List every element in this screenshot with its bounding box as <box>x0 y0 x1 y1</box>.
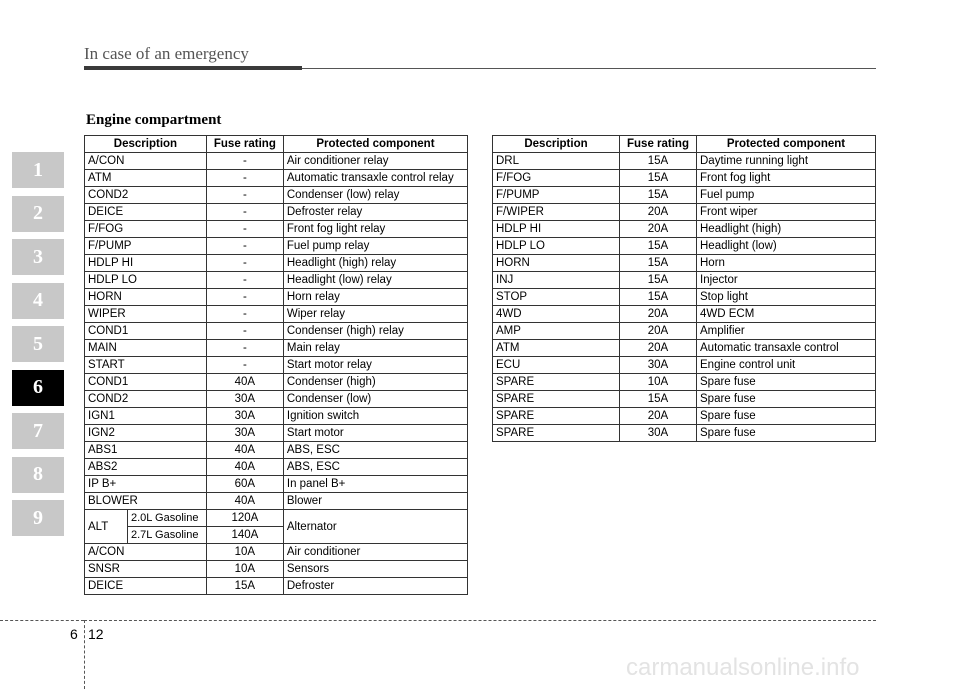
cell-description: COND1 <box>85 374 207 391</box>
fuse-table-left <box>84 135 468 595</box>
table-header-row <box>85 136 468 153</box>
table-row <box>85 425 468 442</box>
cell-rating: - <box>206 289 283 306</box>
cell-description: HDLP LO <box>493 238 620 255</box>
col-header-component: Protected component <box>697 136 876 153</box>
chapter-tab-5[interactable]: 5 <box>12 326 64 362</box>
table-row <box>493 340 876 357</box>
table-row <box>493 289 876 306</box>
cell-description: F/FOG <box>85 221 207 238</box>
footer-rule <box>84 620 876 621</box>
cell-rating: 15A <box>620 289 697 306</box>
col-header-rating: Fuse rating <box>206 136 283 153</box>
cell-description: A/CON <box>85 544 207 561</box>
cell-component: Defroster <box>283 578 467 595</box>
table-row <box>493 153 876 170</box>
cell-description: SPARE <box>493 425 620 442</box>
cell-description: SPARE <box>493 374 620 391</box>
cell-component: Front fog light relay <box>283 221 467 238</box>
table-row <box>85 187 468 204</box>
cell-description: HORN <box>85 289 207 306</box>
chapter-tab-7[interactable]: 7 <box>12 413 64 449</box>
cell-description: A/CON <box>85 153 207 170</box>
fuse-table-right <box>492 135 876 442</box>
cell-component: Spare fuse <box>697 425 876 442</box>
cell-rating: - <box>206 323 283 340</box>
cell-description: IP B+ <box>85 476 207 493</box>
table-row <box>493 306 876 323</box>
table-row <box>493 391 876 408</box>
cell-rating: 15A <box>620 391 697 408</box>
cell-component: Fuel pump <box>697 187 876 204</box>
cell-description: F/FOG <box>493 170 620 187</box>
cell-rating: - <box>206 153 283 170</box>
table-row <box>85 374 468 391</box>
cell-rating: 30A <box>206 425 283 442</box>
table-row <box>85 255 468 272</box>
cell-rating: 15A <box>620 238 697 255</box>
table-row <box>493 221 876 238</box>
cell-component: Front fog light <box>697 170 876 187</box>
cell-component: Condenser (low) <box>283 391 467 408</box>
cell-component: Wiper relay <box>283 306 467 323</box>
cell-description: COND2 <box>85 391 207 408</box>
table-row <box>85 340 468 357</box>
cell-description: F/PUMP <box>85 238 207 255</box>
table-row <box>85 544 468 561</box>
cell-description: ABS1 <box>85 442 207 459</box>
cell-component: Headlight (low) relay <box>283 272 467 289</box>
cell-rating: 15A <box>620 153 697 170</box>
cell-rating: - <box>206 255 283 272</box>
col-header-component: Protected component <box>283 136 467 153</box>
chapter-tab-8[interactable]: 8 <box>12 457 64 493</box>
cell-description: COND1 <box>85 323 207 340</box>
table-header-row <box>493 136 876 153</box>
table-row <box>493 374 876 391</box>
page-header-title: In case of an emergency <box>84 44 249 63</box>
page-number: 12 <box>88 626 104 642</box>
cell-component: Spare fuse <box>697 391 876 408</box>
cell-component: ABS, ESC <box>283 442 467 459</box>
cell-description: COND2 <box>85 187 207 204</box>
cell-component: Horn <box>697 255 876 272</box>
cell-rating: - <box>206 187 283 204</box>
cell-rating: 20A <box>620 306 697 323</box>
cell-rating: 15A <box>206 578 283 595</box>
chapter-tab-3[interactable]: 3 <box>12 239 64 275</box>
cell-rating: 15A <box>620 170 697 187</box>
cell-description: SNSR <box>85 561 207 578</box>
cell-description: START <box>85 357 207 374</box>
cell-rating: 40A <box>206 442 283 459</box>
section-title: Engine compartment <box>86 112 222 128</box>
cell-rating: 15A <box>620 272 697 289</box>
cell-rating: - <box>206 306 283 323</box>
table-row <box>85 272 468 289</box>
cell-component: Horn relay <box>283 289 467 306</box>
header-rule <box>302 68 876 69</box>
table-row <box>85 459 468 476</box>
table-row <box>493 408 876 425</box>
cell-description: DEICE <box>85 204 207 221</box>
cell-rating: 10A <box>206 561 283 578</box>
cell-rating: 30A <box>620 357 697 374</box>
cell-component: Injector <box>697 272 876 289</box>
cell-description: ATM <box>493 340 620 357</box>
cell-component: Start motor <box>283 425 467 442</box>
cell-description: BLOWER <box>85 493 207 510</box>
table-row <box>493 425 876 442</box>
cell-rating: 30A <box>620 425 697 442</box>
cell-component: Headlight (high) relay <box>283 255 467 272</box>
cell-rating: 30A <box>206 408 283 425</box>
cell-rating: 20A <box>620 221 697 238</box>
cell-component: Headlight (low) <box>697 238 876 255</box>
chapter-tab-2[interactable]: 2 <box>12 196 64 232</box>
cell-description: F/WIPER <box>493 204 620 221</box>
table-row <box>85 442 468 459</box>
cell-description: ECU <box>493 357 620 374</box>
cell-description: 4WD <box>493 306 620 323</box>
cell-component: Ignition switch <box>283 408 467 425</box>
table-row <box>85 391 468 408</box>
cell-description: HORN <box>493 255 620 272</box>
table-row <box>85 289 468 306</box>
cell-rating: - <box>206 221 283 238</box>
cell-description: IGN2 <box>85 425 207 442</box>
cell-rating: - <box>206 238 283 255</box>
table-row <box>493 357 876 374</box>
table-row <box>85 493 468 510</box>
cell-description: HDLP HI <box>85 255 207 272</box>
cell-component: Spare fuse <box>697 408 876 425</box>
table-row <box>85 238 468 255</box>
cell-component: Sensors <box>283 561 467 578</box>
chapter-tab-4[interactable]: 4 <box>12 283 64 319</box>
table-row <box>85 306 468 323</box>
cell-component: Condenser (low) relay <box>283 187 467 204</box>
cell-component: Start motor relay <box>283 357 467 374</box>
table-row <box>493 204 876 221</box>
cell-description: HDLP HI <box>493 221 620 238</box>
cell-rating: - <box>206 357 283 374</box>
chapter-tab-9[interactable]: 9 <box>12 500 64 536</box>
cell-rating: 20A <box>620 340 697 357</box>
cell-component: Spare fuse <box>697 374 876 391</box>
cell-rating: - <box>206 170 283 187</box>
table-row <box>493 272 876 289</box>
cell-description: SPARE <box>493 408 620 425</box>
cell-description: IGN1 <box>85 408 207 425</box>
page-chapter-number: 6 <box>70 626 78 642</box>
cell-component: Defroster relay <box>283 204 467 221</box>
cell-rating: 15A <box>620 255 697 272</box>
cell-component: Engine control unit <box>697 357 876 374</box>
table-row <box>85 578 468 595</box>
cell-description: DRL <box>493 153 620 170</box>
cell-component: Alternator <box>283 510 467 544</box>
cell-component: Automatic transaxle control relay <box>283 170 467 187</box>
cell-rating: 10A <box>620 374 697 391</box>
cell-description: MAIN <box>85 340 207 357</box>
cell-rating: 40A <box>206 374 283 391</box>
table-row <box>85 476 468 493</box>
cell-rating: 60A <box>206 476 283 493</box>
cell-rating: 120A <box>206 510 283 527</box>
table-row <box>85 204 468 221</box>
table-row <box>493 238 876 255</box>
table-row <box>85 323 468 340</box>
cell-description: HDLP LO <box>85 272 207 289</box>
col-header-description: Description <box>85 136 207 153</box>
cell-description: ALT <box>85 510 128 544</box>
cell-rating: 15A <box>620 187 697 204</box>
table-row <box>493 255 876 272</box>
cell-description: INJ <box>493 272 620 289</box>
cell-rating: 20A <box>620 408 697 425</box>
table-row <box>85 408 468 425</box>
chapter-tabs <box>12 152 64 544</box>
col-header-rating: Fuse rating <box>620 136 697 153</box>
table-row <box>493 170 876 187</box>
cell-description: STOP <box>493 289 620 306</box>
watermark: carmanualsonline.info <box>626 654 860 681</box>
chapter-tab-6[interactable]: 6 <box>12 370 64 406</box>
cell-rating: 10A <box>206 544 283 561</box>
cell-component: Condenser (high) <box>283 374 467 391</box>
table-row <box>493 323 876 340</box>
cell-rating: 40A <box>206 459 283 476</box>
cell-rating: 30A <box>206 391 283 408</box>
table-row <box>85 153 468 170</box>
cell-component: Blower <box>283 493 467 510</box>
cell-component: Main relay <box>283 340 467 357</box>
cell-component: Fuel pump relay <box>283 238 467 255</box>
chapter-tab-1[interactable]: 1 <box>12 152 64 188</box>
cell-engine-variant: 2.0L Gasoline <box>128 510 207 527</box>
cell-rating: - <box>206 272 283 289</box>
cell-description: DEICE <box>85 578 207 595</box>
cell-component: Automatic transaxle control <box>697 340 876 357</box>
table-row <box>85 221 468 238</box>
cell-rating: - <box>206 204 283 221</box>
cell-component: 4WD ECM <box>697 306 876 323</box>
table-row-alt <box>85 510 468 527</box>
cell-component: Front wiper <box>697 204 876 221</box>
cell-description: SPARE <box>493 391 620 408</box>
cell-engine-variant: 2.7L Gasoline <box>128 527 207 544</box>
table-row <box>85 561 468 578</box>
cell-component: Air conditioner relay <box>283 153 467 170</box>
cell-rating: 40A <box>206 493 283 510</box>
footer-divider <box>84 620 85 689</box>
cell-description: ABS2 <box>85 459 207 476</box>
cell-description: AMP <box>493 323 620 340</box>
cell-description: F/PUMP <box>493 187 620 204</box>
cell-description: ATM <box>85 170 207 187</box>
cell-rating: 20A <box>620 323 697 340</box>
cell-component: Stop light <box>697 289 876 306</box>
cell-component: ABS, ESC <box>283 459 467 476</box>
table-row <box>493 187 876 204</box>
col-header-description: Description <box>493 136 620 153</box>
table-row <box>85 357 468 374</box>
footer-rule-left <box>0 620 84 621</box>
cell-component: Air conditioner <box>283 544 467 561</box>
cell-rating: 20A <box>620 204 697 221</box>
cell-rating: 140A <box>206 527 283 544</box>
cell-description: WIPER <box>85 306 207 323</box>
table-row <box>85 170 468 187</box>
cell-rating: - <box>206 340 283 357</box>
cell-component: Daytime running light <box>697 153 876 170</box>
cell-component: In panel B+ <box>283 476 467 493</box>
cell-component: Amplifier <box>697 323 876 340</box>
header-bar <box>84 66 302 70</box>
cell-component: Headlight (high) <box>697 221 876 238</box>
cell-component: Condenser (high) relay <box>283 323 467 340</box>
